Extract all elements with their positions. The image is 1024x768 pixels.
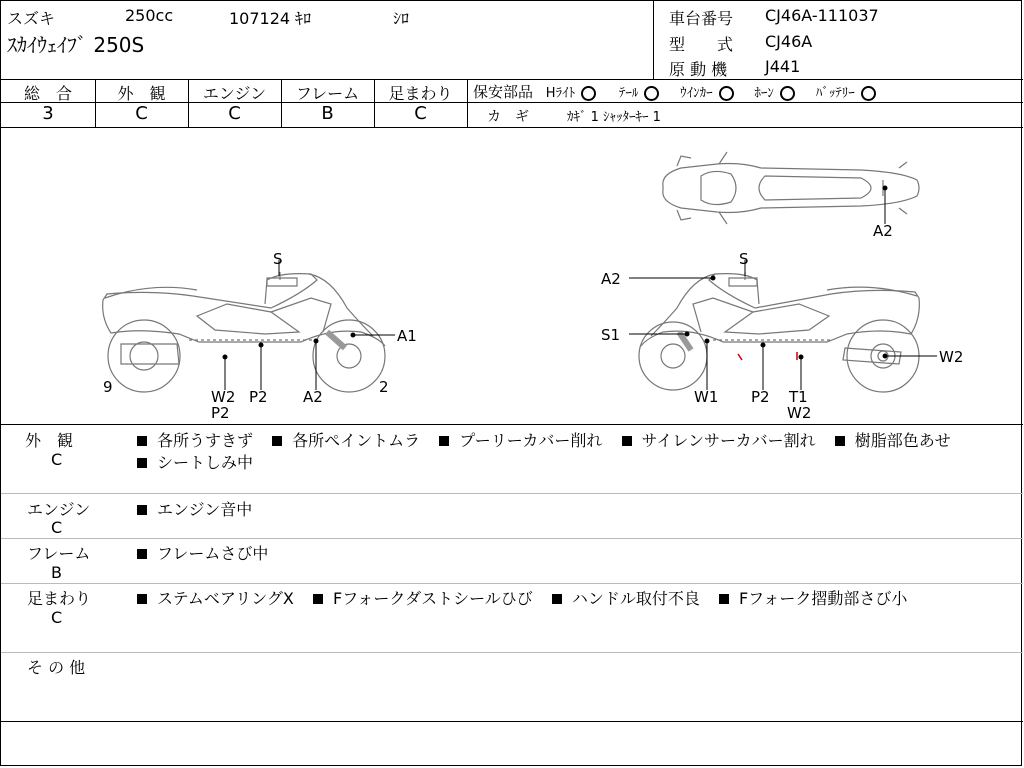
remark-cat-suspension: 足まわり: [27, 589, 92, 608]
label-a2-left: A2: [303, 388, 323, 406]
safety-item-label: ﾊﾞｯﾃﾘｰ: [815, 86, 855, 101]
engine-value: J441: [765, 57, 801, 76]
right-side-view: [639, 272, 919, 392]
label-s-left: S: [273, 250, 283, 268]
label-a1: A1: [397, 327, 417, 345]
remark-item: 樹脂部色あせ: [854, 431, 951, 450]
grid-line: [1, 583, 1023, 584]
key-label: カ ギ: [487, 109, 529, 125]
bullet-icon: [137, 436, 147, 446]
grid-line: [1, 652, 1023, 653]
bullet-icon: [622, 436, 632, 446]
grade-value-suspension: C: [414, 103, 427, 124]
top-view: [663, 152, 919, 224]
safety-horn: [754, 86, 795, 101]
remark-grade-exterior: C: [51, 450, 63, 469]
safety-parts-row: [473, 81, 876, 102]
grade-label-frame: フレーム: [295, 84, 360, 103]
safety-tail: [619, 86, 660, 101]
maker: スズキ: [7, 9, 56, 28]
remark-grade-frame: B: [51, 563, 62, 582]
grade-value-frame: B: [321, 103, 334, 124]
bullet-icon: [835, 436, 845, 446]
remark-item: Fフォーク摺動部さび小: [738, 589, 908, 608]
remark-item: 各所ペイントムラ: [292, 431, 421, 450]
label-a2-top: A2: [873, 222, 893, 240]
label-w2-rear: W2: [939, 348, 964, 366]
circle-ok-icon: [780, 86, 795, 101]
label-w2-left: W2: [211, 388, 236, 406]
grid-line: [1, 493, 1023, 494]
remark-cat-other: そ の 他: [27, 658, 86, 677]
remark-item: 各所うすきず: [157, 431, 254, 450]
displacement: 250cc: [125, 6, 174, 25]
grid-line: [1, 424, 1023, 425]
remark-cat-exterior: 外 観: [25, 431, 74, 450]
label-s-right: S: [739, 250, 749, 268]
safety-item-label: ﾎｰﾝ: [754, 86, 774, 101]
label-w2-right: W2: [787, 404, 812, 422]
remark-item: エンジン音中: [157, 500, 253, 519]
circle-ok-icon: [581, 86, 596, 101]
remark-grade-engine: C: [51, 518, 63, 537]
grade-label-exterior: 外 観: [117, 84, 166, 103]
circle-ok-icon: [719, 86, 734, 101]
header-divider: [653, 1, 654, 79]
bullet-icon: [137, 594, 147, 604]
bullet-icon: [272, 436, 282, 446]
grid-line: [1, 721, 1023, 722]
remark-item: サイレンサーカバー割れ: [641, 431, 816, 450]
remark-item: フレームさび中: [157, 544, 269, 563]
key-value: ｶｷﾞ 1 ｼｬｯﾀｰｷｰ 1: [567, 110, 661, 125]
grade-label-suspension: 足まわり: [388, 84, 453, 103]
bullet-icon: [439, 436, 449, 446]
grade-value-overall: 3: [42, 103, 54, 124]
bullet-icon: [137, 458, 147, 468]
label-p2-left-b: P2: [211, 404, 230, 422]
bullet-icon: [137, 549, 147, 559]
remark-cat-frame: フレーム: [27, 544, 91, 563]
header-bottom-rule: [1, 79, 1023, 80]
grid-line: [467, 102, 1023, 103]
damage-marks: [738, 352, 797, 360]
remark-cat-engine: エンジン: [27, 500, 91, 519]
engine-label: 原 動 機: [669, 60, 728, 79]
label-s1: S1: [601, 326, 621, 344]
grid-line: [1, 538, 1023, 539]
remark-item: ハンドル取付不良: [571, 589, 700, 608]
safety-label: 保安部品: [473, 83, 534, 101]
bullet-icon: [552, 594, 562, 604]
bullet-icon: [719, 594, 729, 604]
bike-diagram: [1, 128, 1021, 424]
remark-grade-suspension: C: [51, 608, 63, 627]
safety-item-label: Hﾗｲﾄ: [545, 86, 576, 101]
bullet-icon: [137, 505, 147, 515]
remark-item: Fフォークダストシールひび: [332, 589, 533, 608]
safety-item-label: ﾃｰﾙ: [618, 86, 639, 101]
label-p2-right: P2: [751, 388, 770, 406]
grid-line: [467, 79, 468, 127]
color: ｼﾛ: [393, 9, 410, 28]
type-label: 型 式: [669, 35, 734, 54]
circle-ok-icon: [644, 86, 659, 101]
model-name: ｽｶｲｳｪｲﾌﾞ 250S: [7, 33, 145, 57]
remark-items-engine: [137, 497, 252, 520]
remark-items-suspension: [137, 586, 907, 609]
grade-label-overall: 総 合: [23, 84, 72, 103]
mileage: 107124 ｷﾛ: [229, 9, 312, 28]
safety-battery: [816, 86, 876, 101]
leader-lines: [223, 186, 937, 390]
grade-label-engine: エンジン: [202, 84, 267, 103]
safety-item-label: ｳｲﾝｶｰ: [680, 86, 713, 101]
label-w1: W1: [694, 388, 719, 406]
remark-item: ステムベアリングX: [157, 589, 294, 608]
remark-item: プーリーカバー削れ: [459, 431, 603, 450]
safety-headlight: [546, 86, 596, 101]
safety-winker: [680, 86, 734, 101]
frame-no: CJ46A-111037: [765, 6, 879, 25]
remark-items-frame: [137, 541, 268, 564]
remark-items-exterior-2: [137, 450, 253, 473]
remark-items-exterior-1: [137, 428, 951, 451]
frame-no-label: 車台番号: [669, 9, 734, 28]
grade-value-engine: C: [228, 103, 241, 124]
label-2: 2: [379, 378, 389, 396]
circle-ok-icon: [861, 86, 876, 101]
label-a2-right: A2: [601, 270, 621, 288]
type-value: CJ46A: [765, 32, 813, 51]
label-9: 9: [103, 378, 113, 396]
left-side-view: [103, 272, 385, 392]
label-t1: T1: [789, 388, 808, 406]
label-p2-left: P2: [249, 388, 268, 406]
bullet-icon: [313, 594, 323, 604]
grade-value-exterior: C: [135, 103, 148, 124]
remark-item: シートしみ中: [157, 453, 254, 472]
